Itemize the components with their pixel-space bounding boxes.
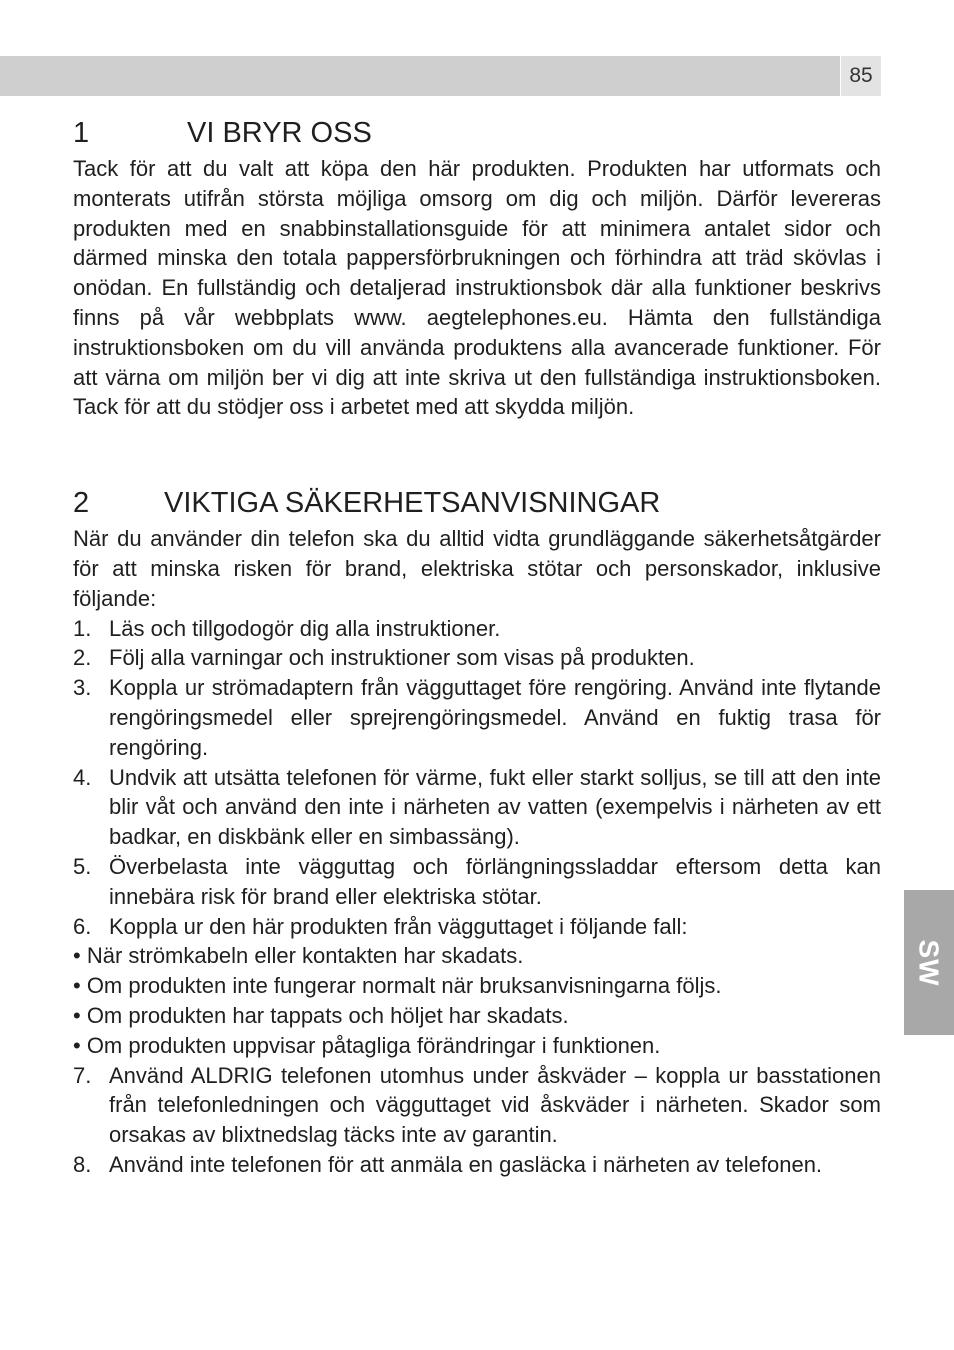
bullet-item: • Om produkten inte fungerar normalt när bruksanvisningarna följs. — [73, 973, 722, 999]
section-1-heading — [73, 112, 881, 154]
section-2-title: VIKTIGA SÄKERHETSANVISNINGAR — [164, 487, 661, 520]
bullet-item: • Om produkten har tappats och höljet har skadats. — [73, 1002, 569, 1028]
language-tab-label: SW — [913, 938, 945, 987]
list-item: 8. Använd inte telefonen för att anmäla en gasläcka i närheten av telefonen. — [73, 1151, 823, 1177]
list-item: 3. Koppla ur strömadaptern från vägguttaget före rengöring. Använd inte flytande rengöringsmedel eller sprejrengöringsmedel. Använd en fuktig trasa för rengöring. — [73, 675, 881, 760]
list-item: 7. Använd ALDRIG telefonen utomhus under åskväder – koppla ur basstationen från telefonledningen och vägguttaget vid åskväder i närheten. Skador som orsakas av blixtnedslag täcks inte av garantin. — [73, 1062, 881, 1148]
list-item: 5. Överbelasta inte vägguttag och förlängningssladdar eftersom detta kan innebära risk för brand eller elektriska stötar. — [73, 853, 881, 909]
bullet-list — [73, 941, 881, 1060]
section-1-number: 1 — [73, 117, 90, 149]
header-bar — [0, 56, 840, 96]
section-2-intro: När du använder din telefon ska du alltid vidta grundläggande säkerhetsåtgärder för att minska risken för brand, elektriska stötar och personskador, inklusive följande: — [73, 526, 881, 611]
section-1-body: Tack för att du valt att köpa den här produkten. Produkten har utformats och monterats utifrån största möjliga omsorg om dig och miljön. Därför levereras produkten med en snabbinstallationsguide för att minimera antalet sidor och därmed minska den totala pappersförbrukningen och förhindra att träd skövlas i onödan. En fullständig och detaljerad instruktionsbok där alla funktioner beskrivs finns på vår webbplats www. aegtelephones.eu. Hämta den fullständiga instruktionsboken om du vill använda produktens alla avancerade funktioner. För att värna om miljön ber vi dig att inte skriva ut den fullständiga instruktionsboken. Tack för att du stödjer oss i arbetet med att skydda miljön. — [73, 156, 881, 420]
page-number: 85 — [841, 56, 881, 96]
safety-list — [73, 614, 881, 942]
bullet-item: • Om produkten uppvisar påtagliga förändringar i funktionen. — [73, 1032, 661, 1058]
language-tab — [904, 890, 954, 1035]
list-item: 1. Läs och tillgodogör dig alla instruktioner. — [73, 615, 501, 641]
section-2-heading — [73, 482, 881, 524]
page-content — [73, 112, 881, 1180]
list-item: 4. Undvik att utsätta telefonen för värme, fukt eller starkt solljus, se till att den inte blir våt och använd den inte i närheten av vatten (exempelvis i närheten av ett badkar, en diskbänk eller en simbassäng). — [73, 764, 881, 850]
safety-list-continued — [73, 1061, 881, 1180]
section-2-number: 2 — [73, 487, 90, 520]
section-1-title: VI BRYR OSS — [187, 117, 372, 149]
list-item: 2. Följ alla varningar och instruktioner som visas på produkten. — [73, 645, 695, 671]
bullet-item: • När strömkabeln eller kontakten har skadats. — [73, 943, 524, 969]
list-item: 6. Koppla ur den här produkten från vägguttaget i följande fall: — [73, 913, 688, 939]
